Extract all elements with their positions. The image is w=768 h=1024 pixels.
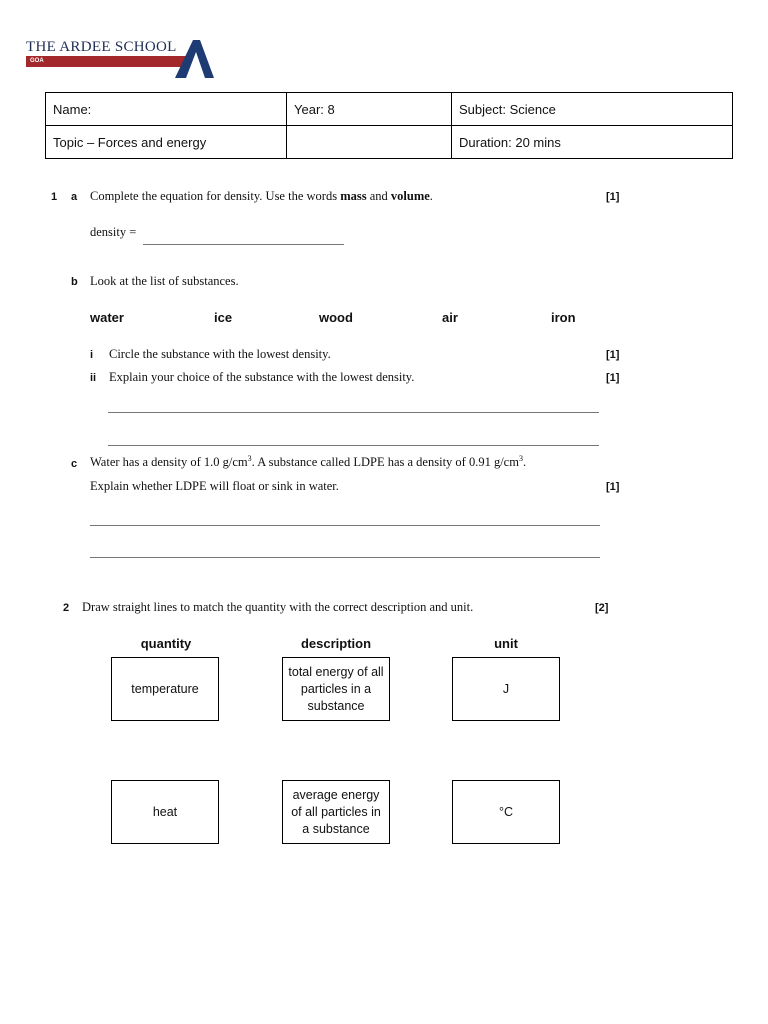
answer-line-1c-1[interactable]: [90, 525, 600, 526]
question-1-number: 1: [51, 191, 58, 203]
question-1bi-marks: [1]: [606, 349, 620, 361]
answer-line-1bii-1[interactable]: [108, 412, 599, 413]
question-1bii-text: Explain your choice of the substance with the lowest density.: [109, 370, 415, 384]
duration-label: Duration: 20 mins: [459, 134, 561, 150]
density-label: density =: [90, 225, 137, 239]
unit-box-joule[interactable]: J: [452, 657, 560, 721]
q1a-text-mid: and: [366, 189, 391, 203]
q1c-superscript-1: 3: [247, 453, 252, 463]
description-box-total-energy[interactable]: total energy of all particles in a substance: [282, 657, 390, 721]
question-1bii-label: ii: [90, 372, 97, 384]
q1c-text-mid: . A substance called LDPE has a density of 0.91 g/cm: [251, 455, 519, 469]
q1a-text-end: .: [429, 189, 433, 203]
question-1a-letter: a: [71, 191, 78, 203]
question-2-marks: [2]: [595, 602, 609, 614]
question-1b-letter: b: [71, 276, 78, 288]
q1c-superscript-2: 3: [518, 453, 523, 463]
name-label: Name:: [53, 101, 92, 117]
q1a-text-start: Complete the equation for density. Use the words: [90, 189, 341, 203]
quantity-box-heat[interactable]: heat: [111, 780, 219, 844]
density-answer-line[interactable]: [143, 244, 344, 245]
year-label: Year: 8: [294, 101, 335, 117]
substance-iron[interactable]: iron: [551, 310, 576, 325]
topic-cell: [46, 126, 287, 159]
answer-line-1bii-2[interactable]: [108, 445, 599, 446]
substance-wood[interactable]: wood: [319, 310, 353, 325]
q1c-text-start: Water has a density of 1.0 g/cm: [90, 455, 248, 469]
student-info-table: [45, 92, 733, 159]
substance-water[interactable]: water: [90, 310, 124, 325]
logo-red-bar: [26, 56, 186, 67]
school-logo-a-icon: [172, 40, 214, 78]
description-column-header: description: [300, 636, 372, 651]
question-2-text: Draw straight lines to match the quantity with the correct description and unit.: [82, 600, 474, 614]
question-1bii-marks: [1]: [606, 372, 620, 384]
quantity-column-header: quantity: [140, 636, 192, 651]
subject-cell: [452, 93, 733, 126]
unit-column-header: unit: [494, 636, 518, 651]
school-logo-text: THE ARDEE SCHOOL: [26, 39, 177, 55]
q1a-bold-mass: mass: [340, 189, 367, 203]
question-1c-marks: [1]: [606, 481, 620, 493]
quantity-box-temperature[interactable]: temperature: [111, 657, 219, 721]
answer-line-1c-2[interactable]: [90, 557, 600, 558]
topic-label: Topic – Forces and energy: [53, 134, 207, 150]
logo-location-text: GOA: [30, 58, 44, 64]
question-1a-text: [90, 189, 433, 204]
question-1b-text: Look at the list of substances.: [90, 274, 239, 288]
year-cell: [287, 93, 452, 126]
question-1c-letter: c: [71, 458, 78, 470]
question-2-number: 2: [63, 602, 70, 614]
substance-ice[interactable]: ice: [214, 310, 233, 325]
description-box-average-energy[interactable]: average energy of all particles in a substance: [282, 780, 390, 844]
empty-cell: [287, 126, 452, 159]
question-1bi-text: Circle the substance with the lowest density.: [109, 347, 331, 361]
question-1a-marks: [1]: [606, 191, 620, 203]
question-1bi-label: i: [90, 349, 94, 361]
substance-air[interactable]: air: [442, 310, 458, 325]
duration-cell: [452, 126, 733, 159]
q1a-bold-volume: volume: [390, 189, 430, 203]
name-cell[interactable]: [46, 93, 287, 126]
question-1c-line1: [90, 455, 526, 470]
q1c-text-end: .: [522, 455, 527, 469]
question-1c-line2: Explain whether LDPE will float or sink in water.: [90, 479, 339, 493]
subject-label: Subject: Science: [459, 101, 556, 117]
unit-box-celsius[interactable]: °C: [452, 780, 560, 844]
